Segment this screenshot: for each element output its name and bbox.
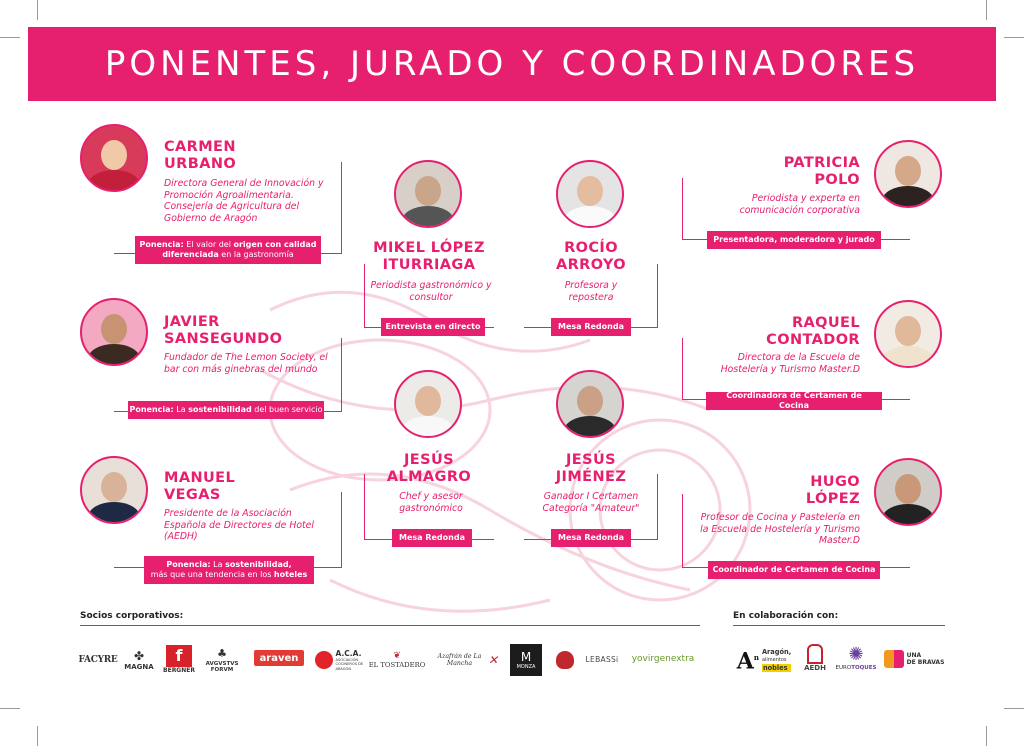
- speaker-name-rocio: ROCÍO ARROYO: [555, 240, 627, 273]
- speaker-photo-mikel: [394, 160, 462, 228]
- speaker-name-jesus-jimenez: JESÚS JIMÉNEZ: [555, 452, 627, 485]
- speaker-photo-hugo: [874, 458, 942, 526]
- title-banner: [28, 27, 996, 101]
- speaker-desc-patricia: Periodista y experta en comunicación corporativa: [739, 193, 860, 216]
- logo-facyre: FACYRE: [78, 655, 118, 665]
- crop-mark: [986, 726, 987, 746]
- logo-magna: ✤ MAGNA: [124, 649, 154, 671]
- logo-red-emblem: [552, 644, 578, 676]
- speaker-desc-javier: Fundador de The Lemon Society, el bar con más ginebras del mundo: [164, 352, 328, 375]
- talk-tag-javier: Ponencia: La sostenibilidad del buen servicio: [128, 401, 324, 419]
- logo-yovirgenextra: yovirgenextra: [631, 654, 695, 664]
- speaker-name-jesus-almagro: JESÚS ALMAGRO: [386, 452, 472, 485]
- speaker-photo-carmen: [80, 124, 148, 192]
- speaker-desc-jesus-almagro: Chef y asesor gastronómico: [399, 491, 463, 514]
- speaker-photo-patricia: [874, 140, 942, 208]
- speaker-name-javier: JAVIER SANSEGUNDO: [164, 314, 283, 347]
- speaker-name-mikel: MIKEL LÓPEZ ITURRIAGA: [373, 240, 485, 273]
- sponsors-label: Socios corporativos:: [80, 611, 184, 621]
- logo-avgvstvs-forvm: ♣ AVGVSTVS FORVM: [205, 647, 239, 673]
- logo-monza: M MONZA: [510, 644, 542, 676]
- speaker-photo-rocio: [556, 160, 624, 228]
- speaker-name-manuel: MANUEL VEGAS: [164, 470, 236, 503]
- logo-bergner: f BERGNER: [163, 645, 195, 674]
- speaker-desc-manuel: Presidente de la Asociación Española de Directores de Hotel (AEDH): [164, 508, 314, 542]
- logo-eurotoques: ✺ EUROTOQUES: [835, 644, 877, 671]
- crop-mark: [0, 37, 20, 38]
- talk-tag-raquel: Coordinadora de Certamen de Cocina: [706, 392, 882, 410]
- talk-tag-jesus-jimenez: Mesa Redonda: [551, 529, 631, 547]
- speaker-desc-carmen: Directora General de Innovación y Promoción Agroalimentaria. Consejería de Agricultura del Gobierno de Aragón: [164, 178, 324, 224]
- speaker-photo-jesus-almagro: [394, 370, 462, 438]
- logo-araven: araven: [254, 650, 304, 666]
- speaker-photo-jesus-jimenez: [556, 370, 624, 438]
- speaker-name-carmen: CARMEN URBANO: [164, 139, 237, 172]
- logo-aca: A.C.A. ASOCIACIÓN COCINEROS DE ARAGÓN: [313, 646, 367, 674]
- speaker-desc-raquel: Directora de la Escuela de Hostelería y Turismo Master.D: [720, 352, 860, 375]
- logo-una-de-bravas: UNA DE BRAVAS: [882, 648, 946, 670]
- background-illustration: [230, 250, 790, 670]
- crop-mark: [1004, 708, 1024, 709]
- talk-tag-jesus-almagro: Mesa Redonda: [392, 529, 472, 547]
- speaker-photo-raquel: [874, 300, 942, 368]
- logo-aedh: AEDH: [800, 640, 830, 676]
- speaker-photo-manuel: [80, 456, 148, 524]
- speaker-name-raquel: RAQUEL CONTADOR: [766, 315, 860, 348]
- talk-tag-rocio: Mesa Redonda: [551, 318, 631, 336]
- sponsors-divider: [80, 625, 700, 626]
- talk-tag-patricia: Presentadora, moderadora y jurado: [707, 231, 881, 249]
- speaker-name-patricia: PATRICIA POLO: [783, 155, 860, 188]
- talk-tag-carmen: Ponencia: El valor del origen con calidad diferenciada en la gastronomía: [135, 236, 321, 264]
- speaker-photo-javier: [80, 298, 148, 366]
- logo-lebassi: LEBASSi: [585, 654, 619, 664]
- talk-tag-manuel: Ponencia: La sostenibilidad, más que una tendencia en los hoteles: [144, 556, 314, 584]
- talk-tag-hugo: Coordinador de Certamen de Cocina: [708, 561, 880, 579]
- speaker-desc-jesus-jimenez: Ganador I Certamen Categoría "Amateur": [542, 491, 640, 514]
- speaker-desc-mikel: Periodista gastronómico y consultor: [370, 280, 492, 303]
- talk-tag-mikel: Entrevista en directo: [381, 318, 485, 336]
- speaker-desc-rocio: Profesora y repostera: [564, 280, 618, 303]
- page-title: PONENTES, JURADO Y COORDINADORES: [104, 44, 920, 84]
- crop-mark: [0, 708, 20, 709]
- collab-divider: [733, 625, 945, 626]
- speaker-desc-hugo: Profesor de Cocina y Pastelería en la Escuela de Hostelería y Turismo Master.D: [700, 512, 860, 546]
- logo-azafran-la-mancha: Azafrán de La Mancha ✕: [437, 653, 498, 667]
- logo-aragon-alimentos-nobles: $A^n$ Aragón, alimentos nobles: [736, 648, 792, 675]
- crop-mark: [986, 0, 987, 20]
- crop-mark: [1004, 37, 1024, 38]
- crop-mark: [37, 726, 38, 746]
- speaker-name-hugo: HUGO LÓPEZ: [805, 474, 860, 507]
- crop-mark: [37, 0, 38, 20]
- logo-el-tostadero: ❦ EL TOSTADERO: [368, 651, 426, 669]
- collab-label: En colaboración con:: [733, 611, 839, 621]
